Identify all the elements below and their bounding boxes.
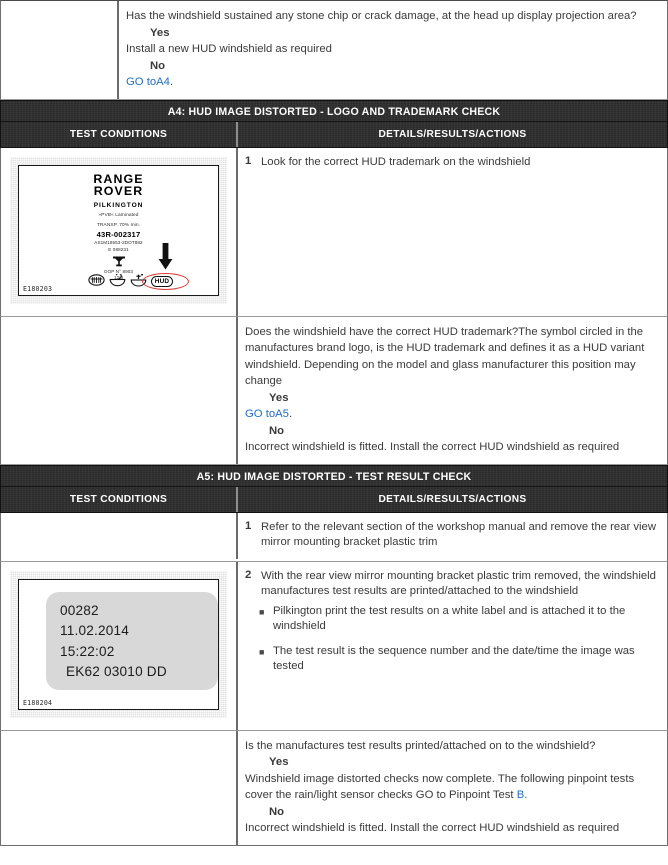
brand-line-1: RANGE — [93, 171, 144, 186]
a4-yes-action: GO toA5. — [245, 408, 293, 420]
a5-step1-left-cell — [1, 513, 238, 559]
trademark-label-art — [19, 173, 218, 281]
fine-print-transp: TRANSP. 70% min. — [96, 222, 141, 228]
top-question: Has the windshield sustained any stone chip or crack damage, at the head up display projection area? — [126, 10, 637, 22]
a4-step-1 — [245, 155, 657, 171]
a5-step-1 — [245, 520, 657, 551]
hud-mark-label: HUD — [151, 276, 173, 287]
a5-yes-action: Windshield image distorted checks now complete. The following pinpoint tests cover the rain/light sensor checks GO to Pinpoint Test B. — [245, 772, 635, 801]
a4-figure-backdrop — [10, 157, 227, 304]
result-batch-code: EK62 03010 DD — [66, 664, 167, 679]
glass-maker-name: PILKINGTON — [93, 201, 144, 209]
col-header-details: DETAILS/RESULTS/ACTIONS — [378, 128, 527, 140]
top-no-action: GO toA4. — [126, 76, 174, 88]
column-headers-a5 — [0, 487, 668, 513]
a5-yes-action-text: Windshield image distorted checks now complete. The following pinpoint tests cover the rain/light sensor checks GO to Pinpoint Test — [245, 772, 635, 801]
a5-decision-row — [0, 731, 668, 846]
heated-windshield-icon — [88, 274, 105, 289]
a5-step1-details-cell — [238, 513, 667, 561]
a4-step-row — [0, 148, 668, 317]
approval-code: 43R-002317 — [96, 230, 141, 240]
a4-question: Does the windshield have the correct HUD trademark?The symbol circled in the manufactures brand logo, is the HUD trademark and defines it as a HUD variant windshield. Depending on the model and glass manufacturer this position may change — [245, 325, 645, 387]
top-test-conditions-cell — [1, 1, 119, 99]
a5-figure-caption: E180204 — [23, 698, 53, 707]
square-bullet-icon: ■ — [259, 646, 265, 657]
a5-step-2-bullets — [259, 604, 657, 675]
fine-print-as1m: AS1M18553-2DOT882 — [94, 240, 143, 246]
bullet-item — [259, 604, 657, 635]
top-decision-row — [0, 0, 668, 100]
a4-decision-row — [0, 317, 668, 465]
link-pinpoint-test-b[interactable]: B — [516, 789, 525, 801]
a5-step-1-number: 1 — [245, 519, 252, 532]
white-test-result-label — [46, 592, 218, 690]
bullet-text: The test result is the sequence number and the date/time the image was tested — [273, 644, 635, 672]
section-banner-a5: A5: HUD IMAGE DISTORTED - TEST RESULT CHECK — [0, 465, 668, 487]
a4-figure-caption: E180203 — [23, 284, 53, 293]
hud-trademark-badge — [151, 276, 173, 287]
link-go-to-a4[interactable]: GO toA4 — [126, 76, 170, 88]
result-sequence-number: 00282 — [60, 602, 99, 618]
a5-decision-left-cell — [1, 731, 238, 845]
top-details-cell — [119, 1, 667, 99]
a5-step2-row — [0, 562, 668, 731]
a4-decision-left-cell — [1, 317, 238, 464]
a4-figure-cell — [1, 148, 238, 316]
a4-no-label: No — [269, 424, 285, 437]
square-bullet-icon: ■ — [259, 606, 265, 617]
a4-decision-cell — [238, 317, 667, 464]
a5-yes-label: Yes — [269, 756, 289, 768]
a5-step2-details-cell — [238, 562, 667, 730]
acoustic-glass-icon — [109, 274, 126, 290]
a4-step-1-text: Look for the correct HUD trademark on the windshield — [261, 155, 531, 168]
a5-figure-backdrop — [10, 571, 227, 718]
col-header-test-conditions-a5: TEST CONDITIONS — [1, 487, 238, 512]
a4-no-action: Incorrect windshield is fitted. Install the correct HUD windshield as required — [245, 441, 620, 453]
result-date: 11.02.2014 — [60, 623, 130, 638]
a5-step-2-number: 2 — [245, 568, 252, 581]
a4-step-1-number: 1 — [245, 154, 252, 167]
a4-yes-label: Yes — [269, 391, 289, 404]
e-mark-glyph — [19, 256, 218, 269]
bullet-text: Pilkington print the test results on a white label and is attached it to the windshield — [273, 604, 626, 632]
section-banner-a4: A4: HUD IMAGE DISTORTED - LOGO AND TRADEMARK CHECK — [0, 100, 668, 122]
fine-print-oop: OOP N° 8903 — [103, 268, 134, 274]
a5-figure-cell — [1, 562, 238, 730]
a5-question: Is the manufactures test results printed/attached on to the windshield? — [245, 739, 596, 752]
test-result-label-figure — [18, 579, 219, 710]
a4-details-cell — [238, 148, 667, 316]
fine-print-pvb: »PVB« Laminated — [98, 212, 139, 218]
brand-line-2: ROVER — [93, 184, 144, 198]
a5-step-1-text: Refer to the relevant section of the workshop manual and remove the rear view mirror mounting bracket plastic trim — [261, 520, 656, 548]
bullet-item — [259, 644, 657, 675]
col-header-test-conditions: TEST CONDITIONS — [1, 122, 238, 147]
fine-print-e-number: E 088231 — [108, 247, 129, 253]
solar-control-icon — [130, 274, 147, 290]
a5-no-action: Incorrect windshield is fitted. Install the correct HUD windshield as required — [245, 822, 620, 834]
pointer-arrow-icon — [158, 243, 173, 273]
column-headers-a4 — [0, 122, 668, 148]
top-yes-label: Yes — [150, 26, 170, 39]
a5-decision-cell — [238, 731, 667, 845]
a5-step1-row — [0, 513, 668, 562]
link-go-to-a5[interactable]: GO toA5 — [245, 408, 289, 420]
top-yes-action: Install a new HUD windshield as required — [126, 43, 332, 55]
top-no-label: No — [150, 59, 166, 72]
a5-step-2-text: With the rear view mirror mounting bracket plastic trim removed, the windshield manufactures test results are printed/attached to the windshield — [261, 569, 656, 597]
a5-step-2 — [245, 569, 657, 600]
a5-no-label: No — [269, 805, 285, 818]
result-time: 15:22:02 — [60, 643, 115, 659]
fine-print-date-code: 12/3 — [113, 274, 124, 280]
windshield-trademark-figure — [18, 165, 219, 296]
col-header-details-a5: DETAILS/RESULTS/ACTIONS — [378, 493, 527, 505]
